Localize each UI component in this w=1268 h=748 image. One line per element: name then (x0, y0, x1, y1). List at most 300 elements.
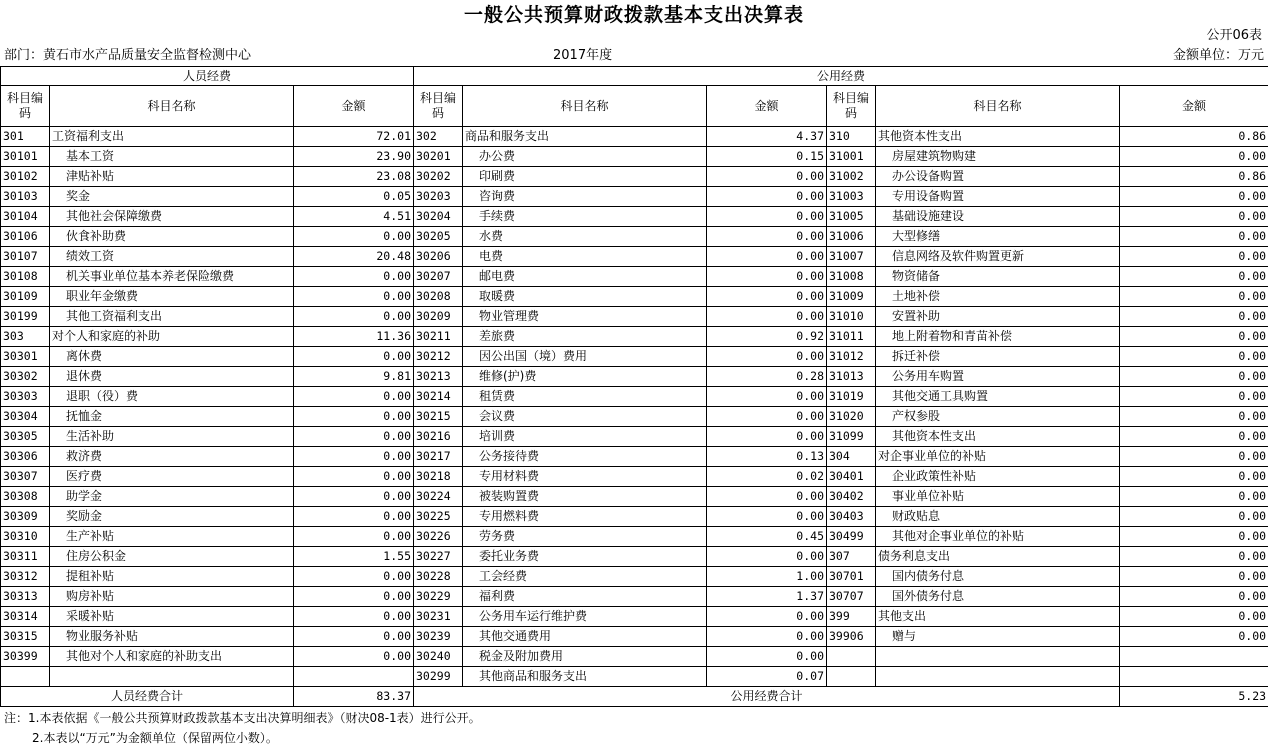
cell-code: 30299 (414, 667, 463, 687)
col-name-header: 科目名称 (50, 86, 294, 127)
table-row (1, 387, 1268, 407)
table-row (1, 347, 1268, 367)
public-total-amount: 5.23 (1120, 687, 1268, 707)
cell-code: 30228 (414, 567, 463, 587)
cell-code: 31002 (827, 167, 876, 187)
cell-amount: 0.00 (294, 467, 414, 487)
col-name-header: 科目名称 (463, 86, 707, 127)
cell-code: 30109 (1, 287, 50, 307)
cell-amount: 0.00 (294, 487, 414, 507)
cell-code: 30304 (1, 407, 50, 427)
cell-code: 30225 (414, 507, 463, 527)
cell-name: 拆迁补偿 (876, 347, 1120, 367)
table-row (1, 607, 1268, 627)
cell-amount: 23.08 (294, 167, 414, 187)
cell-code: 31010 (827, 307, 876, 327)
cell-amount: 0.00 (1120, 627, 1268, 647)
cell-amount: 0.00 (707, 647, 827, 667)
cell-name: 事业单位补贴 (876, 487, 1120, 507)
cell-name: 其他商品和服务支出 (463, 667, 707, 687)
cell-name: 办公费 (463, 147, 707, 167)
cell-code: 30302 (1, 367, 50, 387)
cell-name: 其他对个人和家庭的补助支出 (50, 647, 294, 667)
cell-code: 301 (1, 127, 50, 147)
cell-name: 奖励金 (50, 507, 294, 527)
cell-name: 地上附着物和青苗补偿 (876, 327, 1120, 347)
cell-code: 399 (827, 607, 876, 627)
cell-amount: 0.00 (1120, 327, 1268, 347)
cell-amount: 0.00 (707, 387, 827, 407)
cell-name: 生产补贴 (50, 527, 294, 547)
cell-amount: 0.00 (1120, 427, 1268, 447)
cell-name: 基础设施建设 (876, 207, 1120, 227)
col-amount-header: 金额 (294, 86, 414, 127)
cell-amount: 0.00 (1120, 447, 1268, 467)
page-title: 一般公共预算财政拨款基本支出决算表 (463, 4, 804, 26)
cell-code: 30205 (414, 227, 463, 247)
cell-code (1, 667, 50, 687)
cell-name: 委托业务费 (463, 547, 707, 567)
expenditure-table (0, 66, 1268, 707)
cell-code: 39906 (827, 627, 876, 647)
table-row (1, 247, 1268, 267)
cell-amount: 0.13 (707, 447, 827, 467)
totals-row (1, 687, 1268, 707)
cell-amount: 0.00 (707, 227, 827, 247)
cell-amount: 0.00 (707, 507, 827, 527)
cell-name: 奖金 (50, 187, 294, 207)
table-row (1, 287, 1268, 307)
cell-amount: 0.05 (294, 187, 414, 207)
cell-amount: 0.00 (707, 207, 827, 227)
cell-name: 其他交通工具购置 (876, 387, 1120, 407)
cell-code: 31007 (827, 247, 876, 267)
cell-code: 30312 (1, 567, 50, 587)
footnotes (4, 708, 481, 748)
cell-name: 公务用车运行维护费 (463, 607, 707, 627)
cell-name: 差旅费 (463, 327, 707, 347)
personnel-total-label: 人员经费合计 (1, 687, 294, 707)
cell-amount: 0.00 (294, 527, 414, 547)
cell-amount: 0.00 (294, 427, 414, 447)
cell-amount (1120, 647, 1268, 667)
cell-amount: 0.00 (294, 307, 414, 327)
cell-code: 31003 (827, 187, 876, 207)
cell-amount: 9.81 (294, 367, 414, 387)
cell-amount: 0.15 (707, 147, 827, 167)
cell-amount: 0.00 (707, 167, 827, 187)
table-row (1, 147, 1268, 167)
department-label: 部门：黄石市水产品质量安全监督检测中心 (4, 48, 252, 63)
table-row (1, 187, 1268, 207)
cell-name: 会议费 (463, 407, 707, 427)
cell-code: 30701 (827, 567, 876, 587)
cell-amount: 0.00 (1120, 367, 1268, 387)
cell-amount: 0.00 (1120, 287, 1268, 307)
cell-name: 抚恤金 (50, 407, 294, 427)
cell-name: 财政贴息 (876, 507, 1120, 527)
cell-code: 30401 (827, 467, 876, 487)
cell-amount: 0.00 (707, 407, 827, 427)
table-row (1, 487, 1268, 507)
personnel-total-amount: 83.37 (294, 687, 414, 707)
cell-name: 安置补助 (876, 307, 1120, 327)
cell-amount: 0.00 (294, 627, 414, 647)
cell-name: 其他支出 (876, 607, 1120, 627)
cell-code: 30212 (414, 347, 463, 367)
cell-name: 企业政策性补贴 (876, 467, 1120, 487)
cell-name: 物业服务补贴 (50, 627, 294, 647)
cell-name: 其他社会保障缴费 (50, 207, 294, 227)
cell-code: 31020 (827, 407, 876, 427)
cell-name: 其他资本性支出 (876, 427, 1120, 447)
table-row (1, 527, 1268, 547)
cell-amount: 0.00 (1120, 587, 1268, 607)
cell-name: 物业管理费 (463, 307, 707, 327)
cell-code: 30309 (1, 507, 50, 527)
cell-code: 31008 (827, 267, 876, 287)
cell-code: 30206 (414, 247, 463, 267)
cell-amount: 0.86 (1120, 167, 1268, 187)
cell-name: 其他对企事业单位的补贴 (876, 527, 1120, 547)
cell-amount: 0.00 (707, 247, 827, 267)
cell-amount: 0.00 (1120, 467, 1268, 487)
cell-amount: 0.00 (707, 427, 827, 447)
cell-code: 30208 (414, 287, 463, 307)
cell-name: 大型修缮 (876, 227, 1120, 247)
cell-name (876, 647, 1120, 667)
cell-code: 30310 (1, 527, 50, 547)
cell-name: 工资福利支出 (50, 127, 294, 147)
cell-code: 30315 (1, 627, 50, 647)
table-row (1, 587, 1268, 607)
cell-name: 职业年金缴费 (50, 287, 294, 307)
cell-code: 30305 (1, 427, 50, 447)
table-row (1, 567, 1268, 587)
cell-code: 30403 (827, 507, 876, 527)
table-body (1, 67, 1268, 707)
cell-code: 30215 (414, 407, 463, 427)
cell-name: 办公设备购置 (876, 167, 1120, 187)
cell-amount: 0.00 (1120, 347, 1268, 367)
cell-name: 离休费 (50, 347, 294, 367)
cell-amount: 0.92 (707, 327, 827, 347)
cell-amount: 0.00 (707, 287, 827, 307)
cell-amount: 0.00 (294, 227, 414, 247)
cell-name: 物资储备 (876, 267, 1120, 287)
table-row (1, 367, 1268, 387)
table-row (1, 547, 1268, 567)
cell-amount: 0.00 (294, 347, 414, 367)
cell-name: 其他资本性支出 (876, 127, 1120, 147)
cell-code: 30229 (414, 587, 463, 607)
cell-name: 专用燃料费 (463, 507, 707, 527)
cell-amount: 0.00 (1120, 187, 1268, 207)
cell-name: 绩效工资 (50, 247, 294, 267)
table-row (1, 447, 1268, 467)
col-code-header: 科目编码 (827, 86, 876, 127)
cell-amount: 0.00 (294, 647, 414, 667)
cell-code: 30107 (1, 247, 50, 267)
cell-amount: 1.55 (294, 547, 414, 567)
col-amount-header: 金额 (1120, 86, 1268, 127)
cell-code: 30101 (1, 147, 50, 167)
cell-name: 机关事业单位基本养老保险缴费 (50, 267, 294, 287)
cell-name: 伙食补助费 (50, 227, 294, 247)
table-row (1, 467, 1268, 487)
cell-code: 31005 (827, 207, 876, 227)
cell-code: 302 (414, 127, 463, 147)
cell-code: 30303 (1, 387, 50, 407)
cell-code: 30108 (1, 267, 50, 287)
section-header-row (1, 67, 1268, 86)
cell-amount: 0.86 (1120, 127, 1268, 147)
cell-amount: 4.37 (707, 127, 827, 147)
amount-unit: 金额单位：万元 (1172, 48, 1264, 63)
footnote-1: 注：1.本表依据《一般公共预算财政拨款基本支出决算明细表》（财决08-1表）进行公开。 (4, 711, 481, 725)
cell-amount: 0.00 (707, 547, 827, 567)
cell-name: 国外债务付息 (876, 587, 1120, 607)
cell-code: 30313 (1, 587, 50, 607)
cell-name: 生活补助 (50, 427, 294, 447)
cell-name: 助学金 (50, 487, 294, 507)
personnel-section-header: 人员经费 (1, 67, 414, 86)
cell-code: 31012 (827, 347, 876, 367)
cell-amount: 0.00 (707, 607, 827, 627)
table-row (1, 267, 1268, 287)
cell-amount: 0.00 (707, 347, 827, 367)
cell-amount: 0.00 (1120, 387, 1268, 407)
public-section-header: 公用经费 (414, 67, 1268, 86)
cell-name: 工会经费 (463, 567, 707, 587)
cell-code: 30499 (827, 527, 876, 547)
cell-amount: 0.00 (1120, 267, 1268, 287)
cell-code: 30308 (1, 487, 50, 507)
cell-amount: 72.01 (294, 127, 414, 147)
cell-amount: 0.00 (1120, 407, 1268, 427)
cell-code: 30217 (414, 447, 463, 467)
cell-name: 因公出国（境）费用 (463, 347, 707, 367)
col-code-header: 科目编码 (1, 86, 50, 127)
cell-code: 30214 (414, 387, 463, 407)
cell-name: 培训费 (463, 427, 707, 447)
cell-code: 30231 (414, 607, 463, 627)
cell-name: 房屋建筑物购建 (876, 147, 1120, 167)
table-row (1, 207, 1268, 227)
table-row (1, 227, 1268, 247)
cell-amount: 0.00 (1120, 567, 1268, 587)
cell-amount: 0.00 (1120, 207, 1268, 227)
cell-amount: 0.00 (294, 387, 414, 407)
cell-name: 基本工资 (50, 147, 294, 167)
cell-name: 福利费 (463, 587, 707, 607)
cell-amount: 1.37 (707, 587, 827, 607)
cell-code: 31006 (827, 227, 876, 247)
fiscal-year: 2017年度 (553, 48, 613, 63)
cell-name: 邮电费 (463, 267, 707, 287)
cell-name: 其他交通费用 (463, 627, 707, 647)
cell-code: 30226 (414, 527, 463, 547)
cell-name: 水费 (463, 227, 707, 247)
cell-name: 税金及附加费用 (463, 647, 707, 667)
cell-name: 手续费 (463, 207, 707, 227)
cell-amount: 0.00 (1120, 607, 1268, 627)
cell-name: 商品和服务支出 (463, 127, 707, 147)
cell-amount: 0.00 (294, 507, 414, 527)
cell-code: 30106 (1, 227, 50, 247)
cell-code: 30707 (827, 587, 876, 607)
cell-name: 信息网络及软件购置更新 (876, 247, 1120, 267)
cell-name: 劳务费 (463, 527, 707, 547)
cell-amount: 0.00 (294, 287, 414, 307)
cell-code: 30306 (1, 447, 50, 467)
cell-name: 退职（役）费 (50, 387, 294, 407)
cell-name: 专用设备购置 (876, 187, 1120, 207)
cell-code: 30209 (414, 307, 463, 327)
cell-code: 30307 (1, 467, 50, 487)
cell-name: 提租补贴 (50, 567, 294, 587)
cell-code: 303 (1, 327, 50, 347)
cell-amount: 0.00 (1120, 147, 1268, 167)
table-row (1, 127, 1268, 147)
cell-amount: 1.00 (707, 567, 827, 587)
cell-amount: 0.00 (1120, 247, 1268, 267)
cell-code: 30216 (414, 427, 463, 447)
cell-name: 咨询费 (463, 187, 707, 207)
cell-name: 产权参股 (876, 407, 1120, 427)
cell-name: 采暖补贴 (50, 607, 294, 627)
cell-name: 取暖费 (463, 287, 707, 307)
cell-code: 30402 (827, 487, 876, 507)
cell-amount: 23.90 (294, 147, 414, 167)
cell-code: 30314 (1, 607, 50, 627)
cell-name: 公务用车购置 (876, 367, 1120, 387)
cell-amount: 0.00 (294, 567, 414, 587)
table-row (1, 627, 1268, 647)
cell-amount: 0.00 (294, 267, 414, 287)
cell-amount: 0.00 (1120, 307, 1268, 327)
cell-code: 31019 (827, 387, 876, 407)
cell-amount: 0.02 (707, 467, 827, 487)
cell-amount: 0.00 (294, 407, 414, 427)
cell-code: 31099 (827, 427, 876, 447)
cell-amount: 0.00 (707, 267, 827, 287)
cell-name: 其他工资福利支出 (50, 307, 294, 327)
cell-code: 30199 (1, 307, 50, 327)
cell-amount (294, 667, 414, 687)
cell-name: 租赁费 (463, 387, 707, 407)
cell-name: 土地补偿 (876, 287, 1120, 307)
cell-amount: 0.00 (294, 447, 414, 467)
cell-name: 赠与 (876, 627, 1120, 647)
cell-code: 30218 (414, 467, 463, 487)
cell-amount: 0.45 (707, 527, 827, 547)
cell-code: 310 (827, 127, 876, 147)
cell-name: 津贴补贴 (50, 167, 294, 187)
cell-code: 30213 (414, 367, 463, 387)
cell-name: 退休费 (50, 367, 294, 387)
cell-code: 31009 (827, 287, 876, 307)
cell-code: 30399 (1, 647, 50, 667)
cell-code: 30207 (414, 267, 463, 287)
cell-code: 31001 (827, 147, 876, 167)
cell-code: 30201 (414, 147, 463, 167)
cell-name (50, 667, 294, 687)
cell-amount: 4.51 (294, 207, 414, 227)
cell-name: 对企事业单位的补贴 (876, 447, 1120, 467)
cell-name: 医疗费 (50, 467, 294, 487)
cell-code: 30202 (414, 167, 463, 187)
form-number: 公开06表 (1206, 28, 1262, 43)
cell-code: 30211 (414, 327, 463, 347)
table-row (1, 647, 1268, 667)
cell-amount: 0.00 (294, 607, 414, 627)
cell-code: 30104 (1, 207, 50, 227)
footnote-2: 2.本表以“万元”为金额单位（保留两位小数）。 (32, 731, 278, 745)
cell-name: 住房公积金 (50, 547, 294, 567)
cell-name: 维修(护)费 (463, 367, 707, 387)
cell-name: 专用材料费 (463, 467, 707, 487)
cell-amount: 0.00 (1120, 507, 1268, 527)
cell-amount: 11.36 (294, 327, 414, 347)
column-header-row (1, 86, 1268, 127)
cell-code (827, 667, 876, 687)
table-row (1, 427, 1268, 447)
cell-code: 30103 (1, 187, 50, 207)
cell-name: 国内债务付息 (876, 567, 1120, 587)
cell-amount: 0.00 (294, 587, 414, 607)
cell-code: 30203 (414, 187, 463, 207)
cell-code: 30240 (414, 647, 463, 667)
cell-code: 31011 (827, 327, 876, 347)
cell-code: 307 (827, 547, 876, 567)
cell-name: 电费 (463, 247, 707, 267)
cell-amount: 0.00 (707, 187, 827, 207)
cell-code: 30239 (414, 627, 463, 647)
cell-amount: 0.00 (1120, 227, 1268, 247)
cell-name: 购房补贴 (50, 587, 294, 607)
cell-name: 公务接待费 (463, 447, 707, 467)
cell-code: 30311 (1, 547, 50, 567)
cell-code: 30204 (414, 207, 463, 227)
cell-name: 印刷费 (463, 167, 707, 187)
cell-code: 31013 (827, 367, 876, 387)
cell-amount: 20.48 (294, 247, 414, 267)
cell-amount: 0.07 (707, 667, 827, 687)
cell-amount (1120, 667, 1268, 687)
cell-amount: 0.00 (707, 627, 827, 647)
cell-code: 304 (827, 447, 876, 467)
cell-code: 30102 (1, 167, 50, 187)
cell-amount: 0.00 (1120, 527, 1268, 547)
public-total-label: 公用经费合计 (414, 687, 1120, 707)
cell-name: 救济费 (50, 447, 294, 467)
cell-amount: 0.00 (1120, 547, 1268, 567)
cell-code: 30224 (414, 487, 463, 507)
cell-code: 30301 (1, 347, 50, 367)
table-row (1, 667, 1268, 687)
cell-name: 债务利息支出 (876, 547, 1120, 567)
cell-code (827, 647, 876, 667)
col-code-header: 科目编码 (414, 86, 463, 127)
table-row (1, 407, 1268, 427)
col-name-header: 科目名称 (876, 86, 1120, 127)
cell-amount: 0.28 (707, 367, 827, 387)
cell-amount: 0.00 (707, 487, 827, 507)
cell-name: 对个人和家庭的补助 (50, 327, 294, 347)
cell-code: 30227 (414, 547, 463, 567)
table-row (1, 327, 1268, 347)
